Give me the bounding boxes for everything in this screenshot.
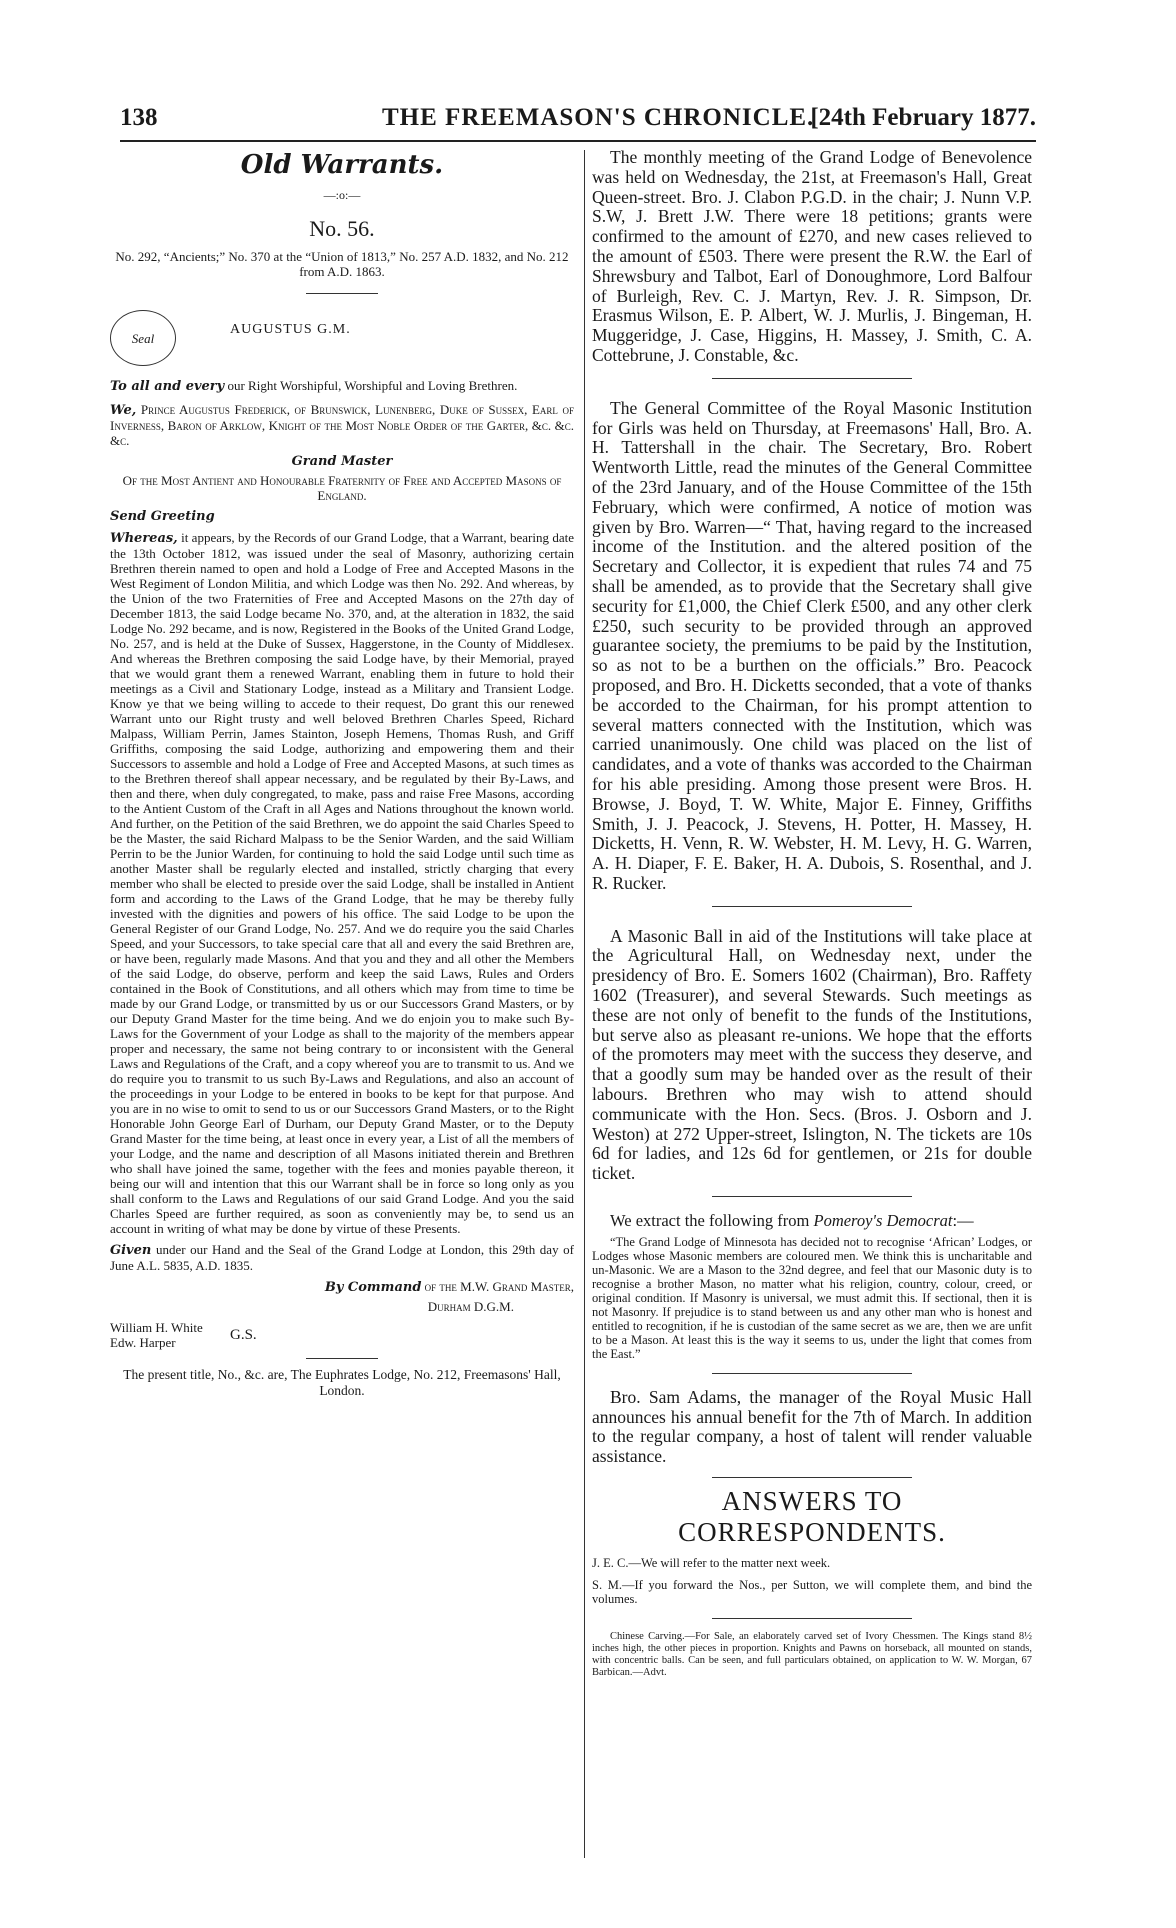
minnesota-quote: “The Grand Lodge of Minnesota has decided not to recognise ‘African’ Lodges, or Lodges whose Masonic members are coloured men. We think this is uncharitable and un-Masonic. We are a Mason to the 32nd degree, and feel that our Masonic duty is to recognise a brother Mason, no matter what his religion, country, colour, creed, or original condition. If Masonry is universal, we must admit this. If sectional, then it is not Masonry. If prejudice is to stand between us and any other man who is honest and entitled to recognition, if he is custodian of the same secret as we are, then we are unfit to be a Mason. At least this is the way it seems to us, under the light that comes from the East.” — [592, 1234, 1032, 1361]
committee-paragraph: The General Committee of the Royal Masonic Institution for Girls was held on Thursday, at Freemasons' Hall, Bro. A. H. Tattershall in the chair. The Secretary, Bro. Robert Wentworth Little, read the minutes of the General Committee of the 23rd January, and of the House Committee of the 15th February, which were confirmed, A notice of motion was given by Bro. Warren—“ That, having regard to the increased income of the Institution. and the altered position of the Secretary and Collector, it is expedient that rules 74 and 75 shall be amended, as to provide that the Secretary shall give security for £1,000, the Chief Clerk £500, and any other clerk £250, such security to be provided through an approved guarantee society, the premiums to be paid by the Institution, so as not to be a burthen on the officials.” Bro. Peacock proposed, and Bro. H. Dicketts seconded, that a vote of thanks be accorded to the Chairman, for his prompt attention to several matters connected with the Institution, which was carried unanimously. One child was placed on the list of candidates, and a vote of thanks was accorded to the Chairman for his able presiding. Among those present were Bros. H. Browse, J. Boyd, T. W. White, Major E. Finney, Griffiths Smith, J. J. Peacock, J. Stevens, H. Potter, H. Massey, H. Dicketts, H. Venn, R. W. Webster, H. M. Levy, H. G. Warren, A. H. Diaper, F. E. Baker, H. A. Dubois, S. Rosenthal, and J. R. Rucker. — [592, 397, 1032, 893]
page-header — [120, 104, 1036, 138]
seal-emblem: Seal — [110, 310, 176, 366]
answers-heading: ANSWERS TO CORRESPONDENTS. — [678, 1486, 946, 1548]
seal-block — [110, 310, 574, 368]
issue-date: [24th February 1877. — [810, 104, 1036, 131]
send-greeting: Send Greeting — [110, 509, 215, 524]
signature-white: William H. White — [110, 1320, 203, 1335]
answer-jec: J. E. C.—We will refer to the matter next week. — [592, 1556, 831, 1571]
divider — [712, 1477, 912, 1478]
signatures — [110, 1320, 574, 1354]
divider — [712, 378, 912, 379]
benevolence-paragraph: The monthly meeting of the Grand Lodge of Benevolence was held on Wednesday, the 21st, at Freemason's Hall, Great Queen-street. Bro. J. Clabon P.G.D. in the chair; J. Nunn V.P. S.W, J. Brett J.W. There were 18 petitions; grants were confirmed to the amount of £270, and new cases relieved to the amount of £503. There were present the R.W. the Earl of Shrewsbury and Talbot, Earl of Donoughmore, Lord Balfour of Burleigh, Rev. C. J. Martyn, Rev. J. R. Simpson, Dr. Erasmus Wilson, E. P. Albert, W. J. Murlis, J. Bingeman, H. Muggeridge, J. Case, Higgins, H. Massey, J. Smith, C. A. Cottebrune, J. Constable, &c. — [592, 147, 1032, 365]
ornament: —:o:— — [323, 188, 361, 202]
divider — [306, 293, 378, 294]
signature-harper: Edw. Harper — [110, 1335, 176, 1350]
given-line: Given under our Hand and the Seal of the Grand Lodge at London, this 29th day of June A.L. 5835, A.D. 1835. — [110, 1242, 574, 1273]
gs-mark: G.S. — [230, 1327, 257, 1343]
page-number: 138 — [120, 104, 158, 131]
to-all-line: To all and every our Right Worshipful, Worshipful and Loving Brethren. — [110, 378, 518, 394]
answer-sm: S. M.—If you forward the Nos., per Sutton, we will complete them, and bind the volumes. — [592, 1578, 1032, 1607]
extract-intro: We extract the following from Pomeroy's Democrat:— — [610, 1211, 974, 1231]
grand-master-line: Grand Master — [291, 454, 393, 469]
by-command-line: By Command of the M.W. Grand Master, — [324, 1279, 574, 1295]
column-rule — [584, 150, 585, 1858]
warrant-number: No. 56. — [309, 216, 375, 241]
sam-adams-paragraph: Bro. Sam Adams, the manager of the Royal Music Hall announces his annual benefit for the 7th of March. In addition to the regular company, a host of talent will render valuable assistance. — [592, 1386, 1032, 1467]
newspaper-title: THE FREEMASON'S CHRONICLE. — [382, 104, 815, 131]
warrant-subhead: No. 292, “Ancients;” No. 370 at the “Union of 1813,” No. 257 A.D. 1832, and No. 212 from A.D. 1863. — [115, 249, 569, 279]
prince-augustus: We, Prince Augustus Frederick, of Brunswick, Lunenberg, Duke of Sussex, Earl of Inverness, Baron of Arklow, Knight of the Most Noble Order of the Garter, &c. &c. &c. — [110, 402, 575, 448]
augustus-gm: AUGUSTUS G.M. — [230, 322, 351, 337]
ball-paragraph: A Masonic Ball in aid of the Institutions will take place at the Agricultural Hall, on Wednesday next, under the presidency of Bro. E. Somers 1602 (Chairman), Bro. Raffety 1602 (Treasurer), and several Stewards. Such meetings as these are not only of benefit to the funds of the Institutions, but serve also as pleasant re-unions. We hope that the efforts of the promoters may meet with the success they deserve, and that a goodly sum may be handed over as the result of their labours. Brethren who may wish to attend should communicate with the Hon. Secs. (Bros. J. Osborn and J. Weston) at 272 Upper-street, Islington, N. The tickets are 10s 6d for ladies, and 12s 6d for gentlemen, or 21s for double ticket. — [592, 925, 1032, 1184]
divider — [712, 906, 912, 907]
divider — [712, 1618, 912, 1619]
divider — [306, 1358, 378, 1359]
divider — [712, 1373, 912, 1374]
divider — [712, 1196, 912, 1197]
header-rule — [120, 140, 1036, 142]
right-column — [592, 148, 1032, 1679]
left-column — [110, 148, 574, 1399]
warrant-body: Whereas, it appears, by the Records of our Grand Lodge, that a Warrant, bearing date the 13th October 1812, was issued under the seal of Masonry, authorizing certain Brethren therein named to open and hold a Lodge of Free and Accepted Masons in the West Regiment of London Militia, and which Lodge was then No. 292. And whereas, by the Union of the two Fraternities of Free and Accepted Masons on the 27th day of December 1813, the said Lodge became No. 370, and, at the alteration in 1832, the said Lodge No. 292 became, and is now, Registered in the Books of the United Grand Lodge, No. 257, and is held at the Duke of Sussex, Haggerstone, in the County of Middlesex. And whereas the Brethren composing the said Lodge have, by their Memorial, prayed that we would grant them a renewed Warrant, enabling them in future to hold their meetings as a Civil and Stationary Lodge, instead as a Military and Transient Lodge. Know ye that we being willing to accede to their request, Do grant this our renewed Warrant unto our Right trusty and well beloved Brethren Charles Speed, Richard Malpass, William Perrin, James Stainton, Joseph Hemens, Thomas Rush, and Griff Griffiths, composing the said Lodge, authorizing and empowering them and their Successors to assemble and hold a Lodge of Free and Accepted Masons, at such times as to the Brethren thereof shall appear necessary, and be regulated by their By-Laws, and then and there, when duly congregated, to make, pass and raise Free Masons, according to the Antient Custom of the Craft in all Ages and Nations throughout the known world. And further, on the Petition of the said Brethren, we do appoint the said Charles Speed to be the Master, the said Richard Malpass to be the Senior Warden, and the said William Perrin to be the Junior Warden, for continuing to hold the said Lodge until such time as another Master shall be regularly elected and installed, strictly charging that every member who shall be elected to preside over the said Lodge, shall be installed in Antient form and according to the Laws of the Grand Lodge, that he may be thereby fully invested with the dignities and powers of his office. The said Lodge to be upon the General Register of our Grand Lodge, No. 257. And we do require you the said Charles Speed, and your Successors, to take special care that all and every the said Brethren are, or have been, regularly made Masons. And that you and they and all other the Members of the said Lodge, do observe, perform and keep the said Laws, Rules and Orders contained in the Book of Constitutions, and all others which may from time to time be made by our Grand Lodge, or transmitted by us or our Successors Grand Masters, or by our Deputy Grand Master for the time being. And we do enjoin you to make such By-Laws for the Government of your Lodge as shall to the majority of the members appear proper and necessary, the same not being contrary to or inconsistent with the General Laws and Regulations of the Craft, and a copy whereof you are to transmit to us. And we do require you to transmit to us such By-Laws and Regulations, and also an account of the proceedings in your Lodge to be entered in books to be kept for that purpose. And you are in no wise to omit to send to us or our Successors Grand Masters, or to the Right Honorable John George Earl of Durham, our Deputy Grand Master, or to the Deputy Grand Master for the time being, at least once in every year, a List of all the members of your Lodge, and the name and description of all Masons initiated therein and Brethren who shall have joined the same, together with the fees and monies payable thereon, it being our will and intention that this our Warrant shall be in force so long only as you shall conform to the Laws and Regulations of our said Grand Lodge. And you the said Charles Speed are further required, as soon as conveniently may be, to send us an account in writing of what may be done by virtue of these Presents. — [110, 530, 575, 1236]
chinese-carving-advert: Chinese Carving.—For Sale, an elaborately carved set of Ivory Chessmen. The Kings stand 8½ inches high, the other pieces in proportion. Knights and Pawns on horseback, all mounted on stands, with concentric balls. Can be seen, and full particulars obtained, on application to W. W. Morgan, 67 Barbican.—Advt. — [592, 1631, 1032, 1679]
durham-signature: Durham D.G.M. — [427, 1299, 514, 1314]
old-warrants-heading: Old Warrants. — [240, 150, 444, 180]
fraternity-line: Of the Most Antient and Honourable Fraternity of Free and Accepted Masons of England. — [122, 473, 562, 503]
present-title: The present title, No., &c. are, The Euphrates Lodge, No. 212, Freemasons' Hall, London. — [123, 1367, 561, 1398]
